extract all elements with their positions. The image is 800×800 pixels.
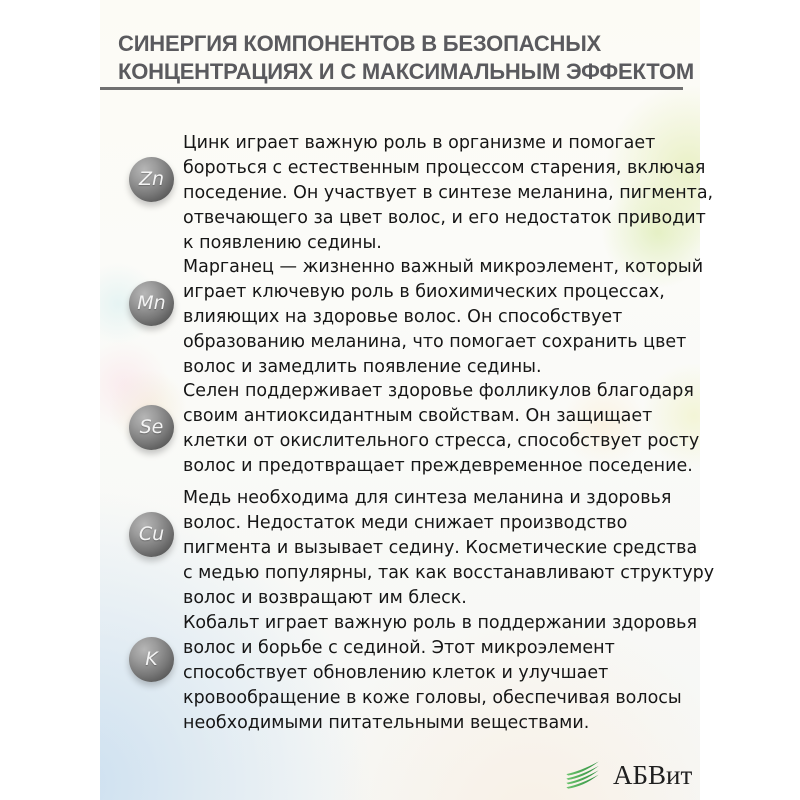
text-line: образованию меланина, что помогает сохранить цвет (183, 332, 687, 352)
element-symbol: K (145, 648, 158, 670)
brand-logo (562, 760, 692, 790)
element-badge-se (129, 405, 174, 450)
text-line: отвечающего за цвет волос, и его недостаток приводит (183, 208, 706, 228)
element-symbol: Se (139, 416, 164, 438)
text-line: Кобальт играет важную роль в поддержании здоровья (183, 613, 698, 633)
content-area (100, 0, 715, 800)
element-description (183, 486, 714, 611)
text-line: играет ключевую роль в биохимических процессах, (183, 282, 665, 302)
element-badge-k (129, 637, 174, 682)
element-symbol: Mn (137, 292, 166, 314)
element-description (183, 131, 713, 256)
text-line: волос и замедлить появление седины. (183, 357, 542, 377)
text-line: волос и возвращают им блеск. (183, 588, 467, 608)
text-line: бороться с естественным процессом старения, включая (183, 158, 706, 178)
text-line: Марганец — жизненно важный микроэлемент, который (183, 257, 704, 277)
text-line: кровообращение в коже головы, обеспечивая волосы (183, 688, 682, 708)
element-description (183, 611, 697, 736)
page-title (118, 30, 694, 86)
element-badge-mn (129, 281, 174, 326)
page-title-line-1: СИНЕРГИЯ КОМПОНЕНТОВ В БЕЗОПАСНЫХ (118, 31, 602, 56)
text-line: волос и предотвращает преждевременное поседение. (183, 456, 693, 476)
title-underline (100, 87, 683, 90)
element-symbol: Zn (138, 168, 165, 190)
text-line: влияющих на здоровье волос. Он способствует (183, 307, 623, 327)
text-line: Медь необходима для синтеза меланина и здоровья (183, 488, 672, 508)
leaf-swoosh-icon (562, 761, 604, 789)
page-title-line-2: КОНЦЕНТРАЦИЯХ И С МАКСИМАЛЬНЫМ ЭФФЕКТОМ (118, 59, 694, 84)
text-line: необходимыми питательными веществами. (183, 713, 590, 733)
element-description (183, 379, 699, 479)
text-line: с медью популярны, так как восстанавливают структуру (183, 563, 715, 583)
text-line: к появлению седины. (183, 233, 382, 253)
text-line: пигмента и вызывает седину. Косметические средства (183, 538, 698, 558)
text-line: Цинк играет важную роль в организме и помогает (183, 133, 656, 153)
element-description (183, 255, 703, 380)
text-line: волос. Недостаток меди снижает производство (183, 513, 628, 533)
brand-name: АБВит (613, 760, 693, 790)
element-badge-cu (129, 512, 174, 557)
element-symbol: Cu (138, 523, 165, 545)
element-badge-zn (129, 157, 174, 202)
text-line: способствует обновлению клеток и улучшает (183, 663, 609, 683)
text-line: своим антиоксидантным свойствам. Он защищает (183, 406, 653, 426)
text-line: поседение. Он участвует в синтезе меланина, пигмента, (183, 183, 714, 203)
text-line: клетки от окислительного стресса, способствует росту (183, 431, 700, 451)
text-line: волос и борьбе с сединой. Этот микроэлемент (183, 638, 615, 658)
text-line: Селен поддерживает здоровье фолликулов благодаря (183, 381, 694, 401)
